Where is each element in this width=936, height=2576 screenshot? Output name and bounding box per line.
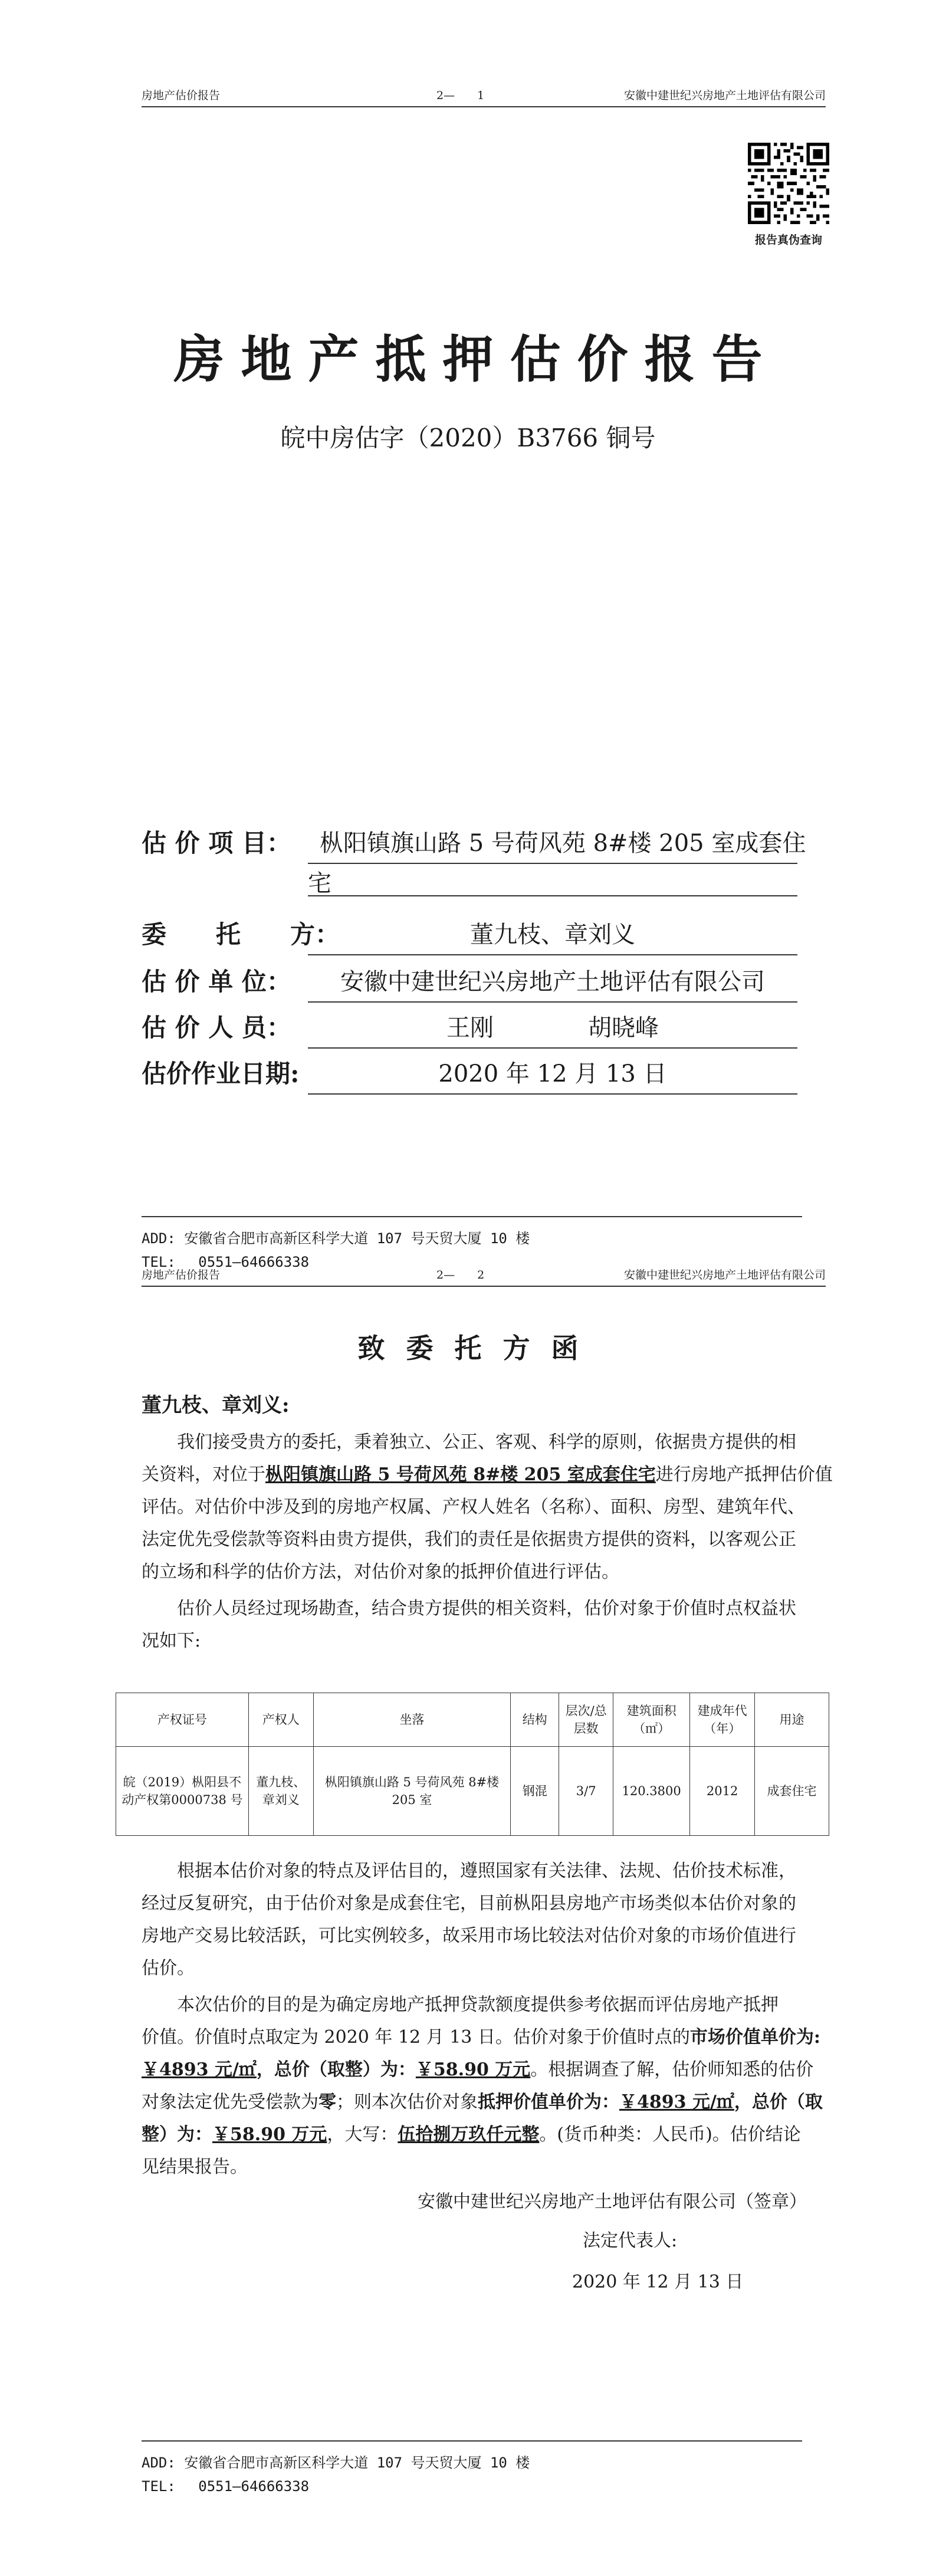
text-line: 的立场和科学的估价方法，对估价对象的抵押价值进行评估。 (142, 1562, 619, 1582)
header-report-name: 房地产估价报告 (142, 89, 221, 102)
table-row (116, 1747, 829, 1836)
header-page-number: 2— 1 (436, 89, 485, 102)
table-header-cell: 产权人 (248, 1693, 313, 1747)
text-line (142, 2086, 826, 2118)
page-header (142, 83, 826, 107)
text-span: 对象法定优先受偿款为 (142, 2092, 318, 2112)
letter-title: 致委托方函 (357, 1332, 600, 1364)
report-cover-page (0, 0, 936, 1274)
table-cell: 3/7 (559, 1747, 613, 1836)
property-rights-table (116, 1693, 829, 1836)
text-line: 房地产交易比较活跃，可比实例较多，故采用市场比较法对估价对象的市场价值进行 (142, 1926, 796, 1946)
work-date-value: 2020 年 12 月 13 日 (308, 1055, 797, 1095)
text-span: 关资料，对位于 (142, 1464, 265, 1485)
project-value-line1: 枞阳镇旗山路 5 号荷风苑 8#楼 205 室成套住 (308, 824, 797, 864)
footer-divider (142, 2440, 802, 2442)
text-span: 进行房地产抵押估价值 (655, 1464, 833, 1485)
client-label: 委 托 方： (142, 920, 340, 949)
mortgage-unit-price: ￥4893 元/㎡ (619, 2092, 734, 2112)
header-report-name: 房地产估价报告 (142, 1269, 221, 1282)
header-page-number: 2— 2 (436, 1269, 485, 1282)
text-line (142, 2118, 826, 2151)
paragraph-intro (142, 1426, 833, 1588)
total-price-label: ，总价（取 (734, 2092, 823, 2112)
report-title: 房地产抵押估价报告 (173, 330, 779, 389)
table-cell: 枞阳镇旗山路 5 号荷风苑 8#楼 205 室 (313, 1747, 511, 1836)
text-line: 评估。对估价中涉及到的房地产权属、产权人姓名（名称）、面积、房型、建筑年代、 (142, 1497, 805, 1517)
mortgage-unit-price-label: 抵押价值单价为： (478, 2092, 619, 2112)
text-span: 。根据调查了解，估价师知悉的估价 (530, 2059, 814, 2080)
table-header-cell: 用途 (755, 1693, 829, 1747)
table-header-cell: 建筑面积（㎡） (613, 1693, 690, 1747)
text-line: 根据本估价对象的特点及评估目的，遵照国家有关法律、法规、估价技术标准， (177, 1861, 796, 1881)
paragraph-method (142, 1855, 826, 1984)
text-span: 。(货币种类：人民币)。估价结论 (539, 2124, 801, 2145)
text-span: 价值。价值时点取定为 2020 年 12 月 13 日。估价对象于价值时点的 (142, 2027, 690, 2048)
total-price-label: ，总价（取整）为： (256, 2059, 416, 2080)
footer-phone: TEL: 0551—64666338 (142, 1254, 310, 1270)
work-date-label: 估价作业日期: (142, 1059, 300, 1088)
text-line: 见结果报告。 (142, 2157, 248, 2177)
property-address: 枞阳镇旗山路 5 号荷风苑 8#楼 205 室成套住宅 (265, 1464, 656, 1485)
text-span: ，大写： (327, 2124, 398, 2145)
table-header-cell: 产权证号 (116, 1693, 249, 1747)
table-cell: 成套住宅 (755, 1747, 829, 1836)
text-line (142, 2053, 826, 2086)
market-unit-price-label: 市场价值单价为: (689, 2027, 820, 2048)
report-number: 皖中房估字（2020）B3766 铜号 (280, 423, 656, 452)
letter-salutation: 董九枝、章刘义: (142, 1394, 290, 1417)
table-header-row (116, 1693, 829, 1747)
project-value-line2: 宅 (308, 865, 797, 896)
table-cell: 皖（2019）枞阳县不动产权第0000738 号 (116, 1747, 249, 1836)
signature-legal-rep: 法定代表人: (583, 2230, 678, 2251)
footer-divider (142, 1216, 802, 1217)
client-value: 董九枝、章刘义 (308, 916, 797, 955)
footer-address: ADD: 安徽省合肥市高新区科学大道 107 号天贸大厦 10 楼 (142, 2455, 530, 2471)
appraiser-org-label: 估 价 单 位： (142, 967, 291, 996)
text-line: 估价人员经过现场勘查，结合贵方提供的相关资料，估价对象于价值时点权益状 (177, 1598, 796, 1619)
text-line (142, 2021, 826, 2053)
mortgage-total-price-in-words: 伍拾捌万玖仟元整 (398, 2124, 540, 2145)
header-company-name: 安徽中建世纪兴房地产土地评估有限公司 (623, 1269, 826, 1282)
text-line: 我们接受贵方的委托，秉着独立、公正、客观、科学的原则，依据贵方提供的相 (177, 1432, 796, 1453)
appraisers-value: 王刚 胡晓峰 (308, 1009, 797, 1049)
table-header-cell: 结构 (511, 1693, 559, 1747)
table-cell: 董九枝、章刘义 (248, 1747, 313, 1836)
appraiser-org-value: 安徽中建世纪兴房地产土地评估有限公司 (308, 963, 797, 1003)
table-header-cell: 建成年代（年） (690, 1693, 755, 1747)
footer-address: ADD: 安徽省合肥市高新区科学大道 107 号天贸大厦 10 楼 (142, 1230, 530, 1247)
table-header-cell: 坐落 (313, 1693, 511, 1747)
qr-code-icon[interactable] (748, 143, 829, 224)
header-company-name: 安徽中建世纪兴房地产土地评估有限公司 (623, 89, 826, 102)
page-header (142, 1262, 826, 1287)
project-label: 估 价 项 目： (142, 829, 291, 857)
mortgage-total-price: ￥58.90 万元 (212, 2124, 327, 2145)
text-line: 况如下: (142, 1631, 201, 1651)
text-line: 经过反复研究，由于估价对象是成套住宅，目前枞阳县房地产市场类似本估价对象的 (142, 1893, 796, 1914)
signature-date: 2020 年 12 月 13 日 (572, 2272, 744, 2292)
paragraph-inspection (142, 1592, 826, 1657)
table-cell: 2012 (690, 1747, 755, 1836)
text-line: 估价。 (142, 1958, 195, 1979)
footer-phone: TEL: 0551—64666338 (142, 2478, 310, 2495)
table-header-cell: 层次/总层数 (559, 1693, 613, 1747)
text-line (142, 1458, 833, 1491)
letter-page (0, 1269, 936, 2576)
appraisers-label: 估 价 人 员： (142, 1013, 291, 1042)
table-cell: 钢混 (511, 1747, 559, 1836)
paragraph-conclusion (142, 1989, 826, 2183)
table-cell: 120.3800 (613, 1747, 690, 1836)
text-line: 法定优先受偿款等资料由贵方提供，我们的责任是依据贵方提供的资料，以客观公正 (142, 1529, 796, 1550)
market-unit-price: ￥4893 元/㎡ (142, 2059, 257, 2080)
priority-claim-amount: 零 (318, 2092, 336, 2112)
text-line: 本次估价的目的是为确定房地产抵押贷款额度提供参考依据而评估房地产抵押 (177, 1995, 779, 2015)
signature-company: 安徽中建世纪兴房地产土地评估有限公司（签章） (418, 2191, 807, 2212)
qr-caption: 报告真伪查询 (754, 234, 822, 247)
total-price-label: 整）为： (142, 2124, 212, 2145)
market-total-price: ￥58.90 万元 (415, 2059, 531, 2080)
text-span: ；则本次估价对象 (336, 2092, 478, 2112)
